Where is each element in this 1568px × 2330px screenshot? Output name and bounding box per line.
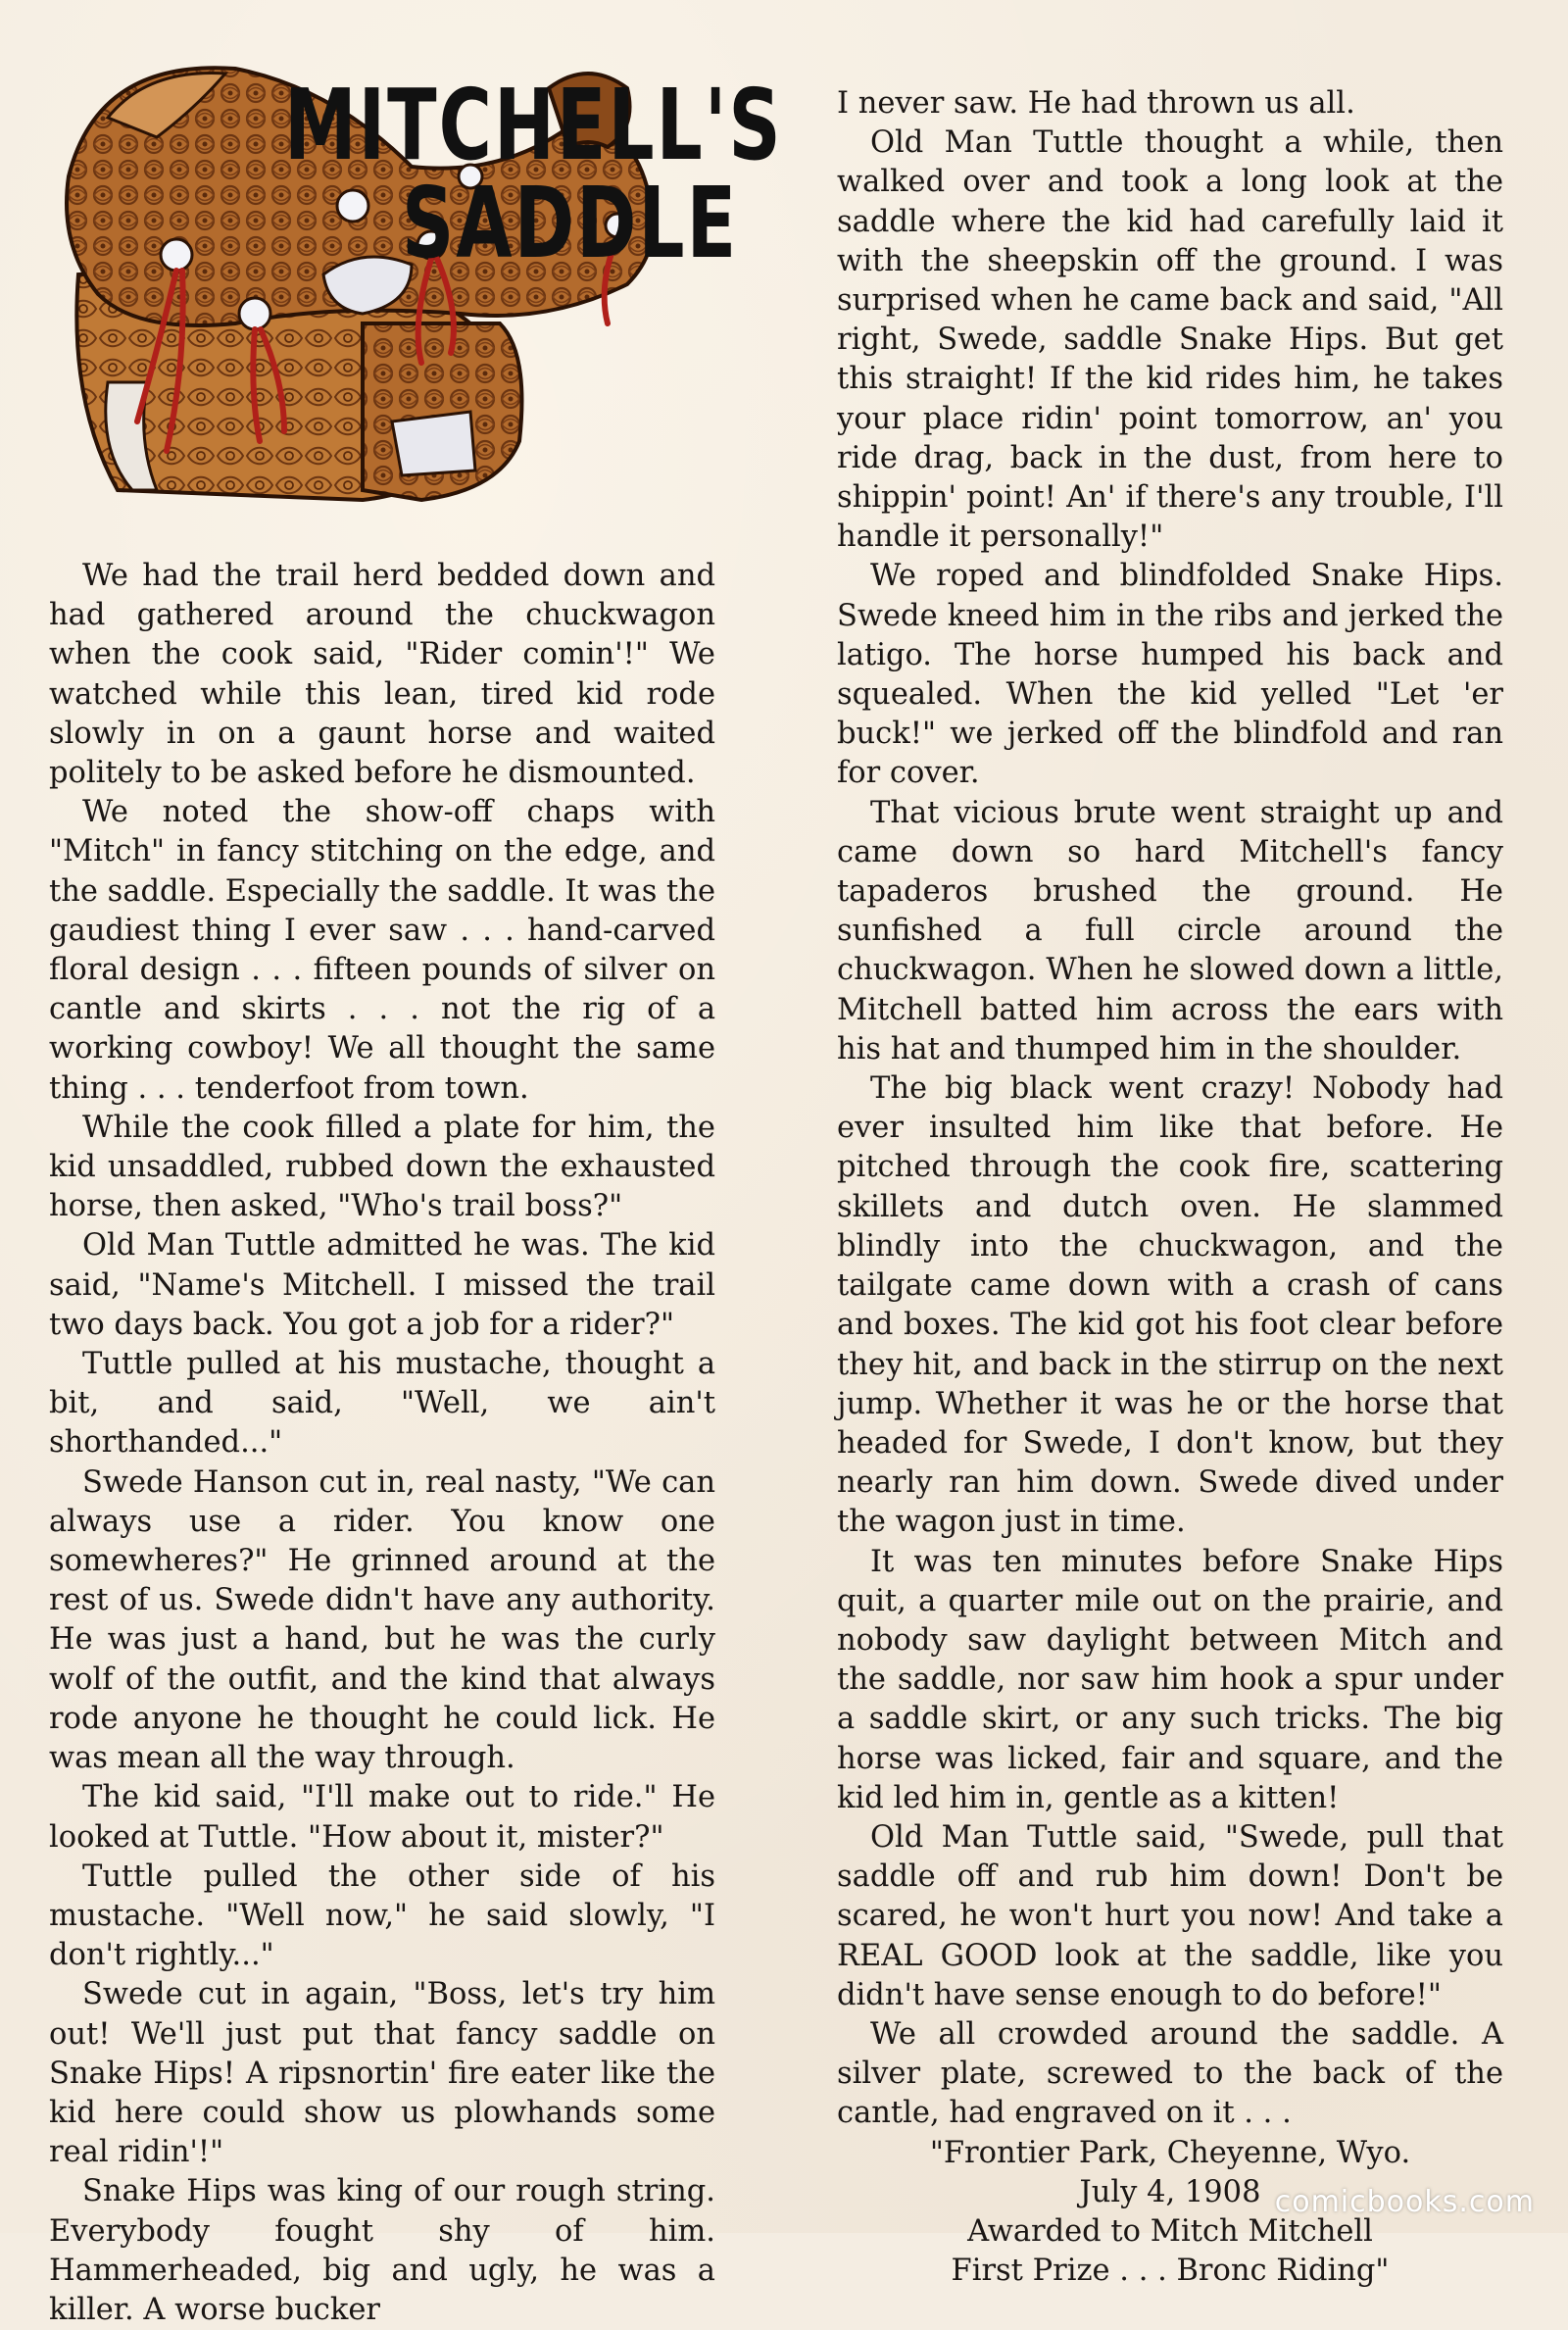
paragraph: That vicious brute went straight up and came down so hard Mitchell's fancy tapaderos brushed the ground. He sunfished a full circle around the chuckwagon. When he slowed down a little, Mitchell batted him across the ears with his hat and thumped him in the shoulder. [837, 795, 1503, 1066]
right-text-column [837, 84, 1503, 2291]
paragraph: Old Man Tuttle said, "Swede, pull that saddle off and rub him down! Don't be scared, he won't hurt you now! And take a REAL GOOD look at the saddle, like you didn't have sense enough to do before!" [837, 1819, 1503, 2012]
plaque-line: July 4, 1908 [1079, 2174, 1261, 2209]
paragraph: We roped and blindfolded Snake Hips. Swede kneed him in the ribs and jerked the latigo. The horse humped his back and squealed. When the kid yelled "Let 'er buck!" we jerked off the blindfold and ran for cover. [837, 559, 1503, 791]
paragraph: The big black went crazy! Nobody had ever insulted him like that before. He pitched through the cook fire, scattering skillets and dutch oven. He slammed blindly into the chuckwagon, and the tailgate came down with a crash of cans and boxes. The kid got his foot clear before they hit, and back in the stirrup on the next jump. Whether it was he or the horse that headed for Swede, I don't know, but they nearly ran him down. Swede dived under the wagon just in time. [837, 1071, 1503, 1540]
paragraph: It was ten minutes before Snake Hips quit, a quarter mile out on the prairie, and nobody saw daylight between Mitch and the saddle, nor saw him hook a spur under a saddle skirt, or any such tricks. The big horse was licked, fair and square, and the kid led him in, gentle as a kitten! [837, 1544, 1503, 1815]
plaque-line: "Frontier Park, Cheyenne, Wyo. [929, 2135, 1411, 2170]
paragraph: Old Man Tuttle admitted he was. The kid said, "Name's Mitchell. I missed the trail two days back. You got a job for a rider?" [49, 1228, 715, 1342]
watermark: comicbooks.com [1274, 2185, 1535, 2219]
paragraph-continuation: I never saw. He had thrown us all. [837, 86, 1355, 121]
paragraph: Swede Hanson cut in, real nasty, "We can always use a rider. You know one somewheres?" He grinned around at the rest of us. Swede didn't have any authority. He was just a hand, but he was the curly wolf of the outfit, and the kind that always rode anyone he thought he could lick. He was mean all the way through. [49, 1464, 715, 1776]
paragraph: We all crowded around the saddle. A silver plate, screwed to the back of the cantle, had engraved on it . . . [837, 2016, 1503, 2131]
paragraph: Snake Hips was king of our rough string. Everybody fought shy of him. Hammerheaded, big and ugly, he was a killer. A worse bucker [49, 2174, 715, 2327]
paragraph: Tuttle pulled the other side of his mustache. "Well now," he said slowly, "I don't rightly..." [49, 1859, 715, 1973]
paragraph: Old Man Tuttle thought a while, then walked over and took a long look at the saddle where the kid had carefully laid it with the sheepskin off the ground. I was surprised when he came back and said, "All right, Swede, saddle Snake Hips. But get this straight! If the kid rides him, he takes your place ridin' point tomorrow, an' you ride drag, back in the dust, from here to shippin' point! An' if there's any trouble, I'll handle it personally!" [837, 125, 1503, 555]
paragraph: We noted the show-off chaps with "Mitch" in fancy stitching on the edge, and the saddle. Especially the saddle. It was the gaudiest thing I ever saw . . . hand-carved floral design . . . fifteen pounds of silver on cantle and skirts . . . not the rig of a working cowboy! We all thought the same thing . . . tenderfoot from town. [49, 795, 715, 1106]
story-title-line-2: SADDLE [402, 167, 739, 281]
story-title-line-1: MITCHELL'S [284, 69, 783, 183]
paragraph: We had the trail herd bedded down and had gathered around the chuckwagon when the cook said, "Rider comin'!" We watched while this lean, tired kid rode slowly in on a gaunt horse and waited politely to be asked before he dismounted. [49, 559, 715, 791]
left-text-column [49, 557, 715, 2330]
title-illustration [39, 29, 783, 539]
paragraph: While the cook filled a plate for him, the kid unsaddled, rubbed down the exhausted horse, then asked, "Who's trail boss?" [49, 1110, 715, 1224]
plaque-line: Awarded to Mitch Mitchell [967, 2213, 1373, 2249]
plaque-line: First Prize . . . Bronc Riding" [951, 2254, 1390, 2289]
paragraph: Swede cut in again, "Boss, let's try him out! We'll just put that fancy saddle on Snake Hips! A ripsnortin' fire eater like the kid here could show us plowhands some real ridin'!" [49, 1977, 715, 2170]
paragraph: Tuttle pulled at his mustache, thought a bit, and said, "Well, we ain't shorthanded..." [49, 1347, 715, 1461]
paragraph: The kid said, "I'll make out to ride." He looked at Tuttle. "How about it, mister?" [49, 1780, 715, 1855]
